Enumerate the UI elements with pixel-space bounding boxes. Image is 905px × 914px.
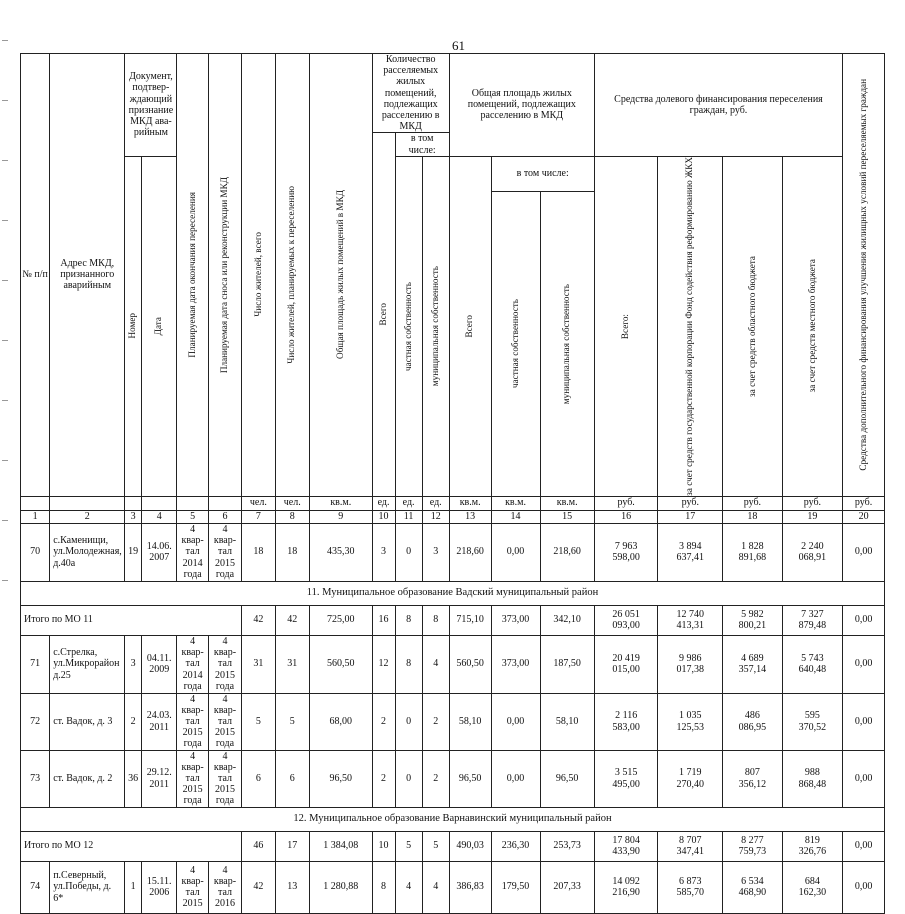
col-number: 20	[843, 510, 885, 523]
total-count-total: 16	[372, 605, 395, 635]
row-residents-planned: 13	[275, 861, 309, 913]
row-fund-local: 595 370,52	[782, 693, 843, 750]
col-number: 9	[309, 510, 372, 523]
row-residents-total: 5	[242, 693, 275, 750]
header-area-incl: в том числе:	[491, 156, 594, 191]
row-count-municipal: 2	[422, 693, 449, 750]
unit: кв.м.	[540, 496, 594, 510]
row-fund-total: 2 116 583,00	[594, 693, 658, 750]
row-address: с.Каменищи, ул.Молодежная, д.40а	[50, 523, 125, 581]
total-residents-total: 46	[242, 831, 275, 861]
header-address: Адрес МКД, признанного аварийным	[50, 54, 125, 497]
row-number: 72	[21, 693, 50, 750]
col-number: 19	[782, 510, 843, 523]
row-planned-end: 4 квар- тал 2015	[177, 861, 208, 913]
col-number: 2	[50, 510, 125, 523]
row-count-private: 0	[395, 523, 422, 581]
row-residents-planned: 31	[275, 635, 309, 693]
unit: руб.	[843, 496, 885, 510]
total-additional: 0,00	[843, 605, 885, 635]
unit: кв.м.	[491, 496, 540, 510]
row-area-private: 0,00	[491, 523, 540, 581]
row-number: 70	[21, 523, 50, 581]
unit: кв.м.	[449, 496, 491, 510]
total-fund-region: 5 982 800,21	[723, 605, 782, 635]
row-planned-demolition: 4 квар- тал 2015 года	[208, 635, 241, 693]
header-count-municipal: муниципальная собственность	[429, 266, 440, 387]
col-number: 14	[491, 510, 540, 523]
row-area-private: 179,50	[491, 861, 540, 913]
unit: руб.	[658, 496, 723, 510]
row-doc-date: 15.11. 2006	[142, 861, 177, 913]
row-doc-date: 14.06. 2007	[142, 523, 177, 581]
row-doc-date: 04.11. 2009	[142, 635, 177, 693]
row-address: ст. Вадок, д. 2	[50, 750, 125, 807]
row-planned-end: 4 квар- тал 2015 года	[177, 693, 208, 750]
row-count-municipal: 3	[422, 523, 449, 581]
row-doc-number: 2	[125, 693, 142, 750]
row-number: 73	[21, 750, 50, 807]
row-count-total: 2	[372, 693, 395, 750]
row-doc-date: 29.12. 2011	[142, 750, 177, 807]
column-numbers-row	[21, 510, 885, 523]
col-number: 12	[422, 510, 449, 523]
header-fund-total: Всего:	[620, 313, 631, 339]
row-doc-date: 24.03. 2011	[142, 693, 177, 750]
row-fund-region: 1 828 891,68	[723, 523, 782, 581]
total-count-total: 10	[372, 831, 395, 861]
col-number: 6	[208, 510, 241, 523]
table-row	[21, 523, 885, 581]
total-residents-planned: 42	[275, 605, 309, 635]
row-count-private: 4	[395, 861, 422, 913]
row-planned-demolition: 4 квар- тал 2016	[208, 861, 241, 913]
total-fund-region: 8 277 759,73	[723, 831, 782, 861]
row-additional: 0,00	[843, 635, 885, 693]
row-count-private: 0	[395, 693, 422, 750]
units-row	[21, 496, 885, 510]
row-fund-region: 486 086,95	[723, 693, 782, 750]
col-number: 11	[395, 510, 422, 523]
header-doc-date: Дата	[153, 316, 164, 336]
row-count-total: 12	[372, 635, 395, 693]
row-fund-local: 988 868,48	[782, 750, 843, 807]
total-residents-total: 42	[242, 605, 275, 635]
total-fund-total: 26 051 093,00	[594, 605, 658, 635]
row-count-municipal: 4	[422, 635, 449, 693]
unit: чел.	[275, 496, 309, 510]
header-document: Документ, подтвер-ждающий признание МКД ава-рийным	[125, 54, 177, 157]
row-count-municipal: 2	[422, 750, 449, 807]
header-area-group: Общая площадь жилых помещений, подлежащих расселению в МКД	[449, 54, 594, 157]
unit: руб.	[723, 496, 782, 510]
row-area-total: 560,50	[449, 635, 491, 693]
table-row	[21, 750, 885, 807]
row-residents-planned: 6	[275, 750, 309, 807]
total-area-total: 715,10	[449, 605, 491, 635]
header-area-private: частная собственность	[509, 299, 520, 389]
table-row	[21, 861, 885, 913]
header-planned-demolition: Планируемая дата сноса или реконструкции МКД	[219, 176, 230, 373]
total-count-private: 8	[395, 605, 422, 635]
col-number: 5	[177, 510, 208, 523]
header-additional: Средства дополнительного финансирования улучшения жилищных условий переселяемых граждан	[857, 78, 868, 471]
header-planned-end: Планируемая дата окончания переселения	[186, 191, 197, 358]
total-area-municipal: 342,10	[540, 605, 594, 635]
header-total-area: Общая площадь жилых помещений в МКД	[334, 190, 345, 360]
total-additional: 0,00	[843, 831, 885, 861]
row-area-total: 218,60	[449, 523, 491, 581]
row-fund-region: 4 689 357,14	[723, 635, 782, 693]
col-number: 8	[275, 510, 309, 523]
row-area-total: 58,10	[449, 693, 491, 750]
row-fund-region: 6 534 468,90	[723, 861, 782, 913]
row-total-area: 560,50	[309, 635, 372, 693]
total-row	[21, 605, 885, 635]
table-row	[21, 635, 885, 693]
total-label: Итого по МО 12	[21, 831, 242, 861]
col-number: 15	[540, 510, 594, 523]
total-label: Итого по МО 11	[21, 605, 242, 635]
row-area-total: 386,83	[449, 861, 491, 913]
row-planned-demolition: 4 квар- тал 2015 года	[208, 523, 241, 581]
row-area-municipal: 96,50	[540, 750, 594, 807]
header-fund-local: за счет средств местного бюджета	[806, 259, 817, 393]
row-additional: 0,00	[843, 693, 885, 750]
row-residents-total: 6	[242, 750, 275, 807]
resettlement-table	[20, 53, 885, 914]
total-fund-local: 819 326,76	[782, 831, 843, 861]
unit: руб.	[782, 496, 843, 510]
row-total-area: 96,50	[309, 750, 372, 807]
row-area-municipal: 218,60	[540, 523, 594, 581]
row-fund-local: 2 240 068,91	[782, 523, 843, 581]
row-count-private: 8	[395, 635, 422, 693]
row-total-area: 435,30	[309, 523, 372, 581]
section-heading: 12. Муниципальное образование Варнавинский муниципальный район	[21, 807, 885, 831]
col-number: 10	[372, 510, 395, 523]
row-doc-number: 36	[125, 750, 142, 807]
row-count-municipal: 4	[422, 861, 449, 913]
row-area-private: 373,00	[491, 635, 540, 693]
header-count-private: частная собственность	[402, 281, 413, 371]
row-fund-total: 20 419 015,00	[594, 635, 658, 693]
row-fund-region: 807 356,12	[723, 750, 782, 807]
row-additional: 0,00	[843, 861, 885, 913]
total-fund-total: 17 804 433,90	[594, 831, 658, 861]
row-fund-reform: 1 035 125,53	[658, 693, 723, 750]
row-area-private: 0,00	[491, 750, 540, 807]
total-residents-planned: 17	[275, 831, 309, 861]
row-residents-total: 31	[242, 635, 275, 693]
total-count-private: 5	[395, 831, 422, 861]
col-number: 16	[594, 510, 658, 523]
row-count-total: 3	[372, 523, 395, 581]
row-count-total: 2	[372, 750, 395, 807]
col-number: 4	[142, 510, 177, 523]
total-count-municipal: 8	[422, 605, 449, 635]
row-fund-total: 14 092 216,90	[594, 861, 658, 913]
section-heading: 11. Муниципальное образование Вадский муниципальный район	[21, 581, 885, 605]
table-row	[21, 693, 885, 750]
row-address: п.Северный, ул.Победы, д. 6*	[50, 861, 125, 913]
unit: руб.	[594, 496, 658, 510]
header-count-total: Всего	[377, 303, 388, 326]
row-number: 71	[21, 635, 50, 693]
total-count-municipal: 5	[422, 831, 449, 861]
row-total-area: 1 280,88	[309, 861, 372, 913]
total-area-municipal: 253,73	[540, 831, 594, 861]
row-address: ст. Вадок, д. 3	[50, 693, 125, 750]
header-num: № п/п	[21, 54, 50, 497]
row-additional: 0,00	[843, 523, 885, 581]
row-additional: 0,00	[843, 750, 885, 807]
col-number: 17	[658, 510, 723, 523]
row-area-total: 96,50	[449, 750, 491, 807]
row-area-private: 0,00	[491, 693, 540, 750]
header-fund-region: за счет средств областного бюджета	[746, 255, 757, 397]
row-count-private: 0	[395, 750, 422, 807]
row-planned-demolition: 4 квар- тал 2015 года	[208, 750, 241, 807]
row-planned-demolition: 4 квар- тал 2015 года	[208, 693, 241, 750]
row-number: 74	[21, 861, 50, 913]
row-total-area: 68,00	[309, 693, 372, 750]
header-area-municipal: муниципальная собственность	[561, 283, 572, 404]
row-residents-planned: 18	[275, 523, 309, 581]
total-fund-local: 7 327 879,48	[782, 605, 843, 635]
row-fund-reform: 9 986 017,38	[658, 635, 723, 693]
row-fund-reform: 3 894 637,41	[658, 523, 723, 581]
total-fund-reform: 12 740 413,31	[658, 605, 723, 635]
row-address: с.Стрелка, ул.Микрорайон д.25	[50, 635, 125, 693]
unit: кв.м.	[309, 496, 372, 510]
total-row	[21, 831, 885, 861]
total-fund-reform: 8 707 347,41	[658, 831, 723, 861]
unit: ед.	[372, 496, 395, 510]
row-count-total: 8	[372, 861, 395, 913]
col-number: 18	[723, 510, 782, 523]
total-area-total: 490,03	[449, 831, 491, 861]
row-area-municipal: 207,33	[540, 861, 594, 913]
row-area-municipal: 187,50	[540, 635, 594, 693]
header-count-group: Количество расселяемых жилых помещений, подлежащих расселению в МКД	[372, 54, 449, 133]
row-doc-number: 3	[125, 635, 142, 693]
unit: ед.	[395, 496, 422, 510]
row-doc-number: 19	[125, 523, 142, 581]
row-residents-planned: 5	[275, 693, 309, 750]
header-fund-reform: за счет средств государственной корпорации Фонд содействия реформированию ЖКХ	[684, 156, 695, 496]
row-fund-total: 7 963 598,00	[594, 523, 658, 581]
row-fund-reform: 6 873 585,70	[658, 861, 723, 913]
row-fund-reform: 1 719 270,40	[658, 750, 723, 807]
col-number: 13	[449, 510, 491, 523]
row-planned-end: 4 квар- тал 2014 года	[177, 635, 208, 693]
row-fund-local: 5 743 640,48	[782, 635, 843, 693]
header-doc-number: Номер	[127, 313, 138, 339]
header-funding-group: Средства долевого финансирования переселения граждан, руб.	[594, 54, 842, 157]
header-residents-planned: Число жителей, планируемых к переселению	[286, 185, 297, 364]
header-residents-total: Число жителей, всего	[252, 232, 263, 318]
row-doc-number: 1	[125, 861, 142, 913]
unit: ед.	[422, 496, 449, 510]
total-area-private: 236,30	[491, 831, 540, 861]
row-fund-local: 684 162,30	[782, 861, 843, 913]
row-planned-end: 4 квар- тал 2014 года	[177, 523, 208, 581]
header-area-total: Всего	[464, 314, 475, 338]
scan-edge-marks	[2, 40, 8, 640]
total-area: 725,00	[309, 605, 372, 635]
page-number: 61	[452, 38, 465, 53]
row-residents-total: 18	[242, 523, 275, 581]
header-count-incl: в том числе:	[395, 133, 449, 156]
row-fund-total: 3 515 495,00	[594, 750, 658, 807]
unit: чел.	[242, 496, 275, 510]
total-area: 1 384,08	[309, 831, 372, 861]
row-planned-end: 4 квар- тал 2015 года	[177, 750, 208, 807]
col-number: 7	[242, 510, 275, 523]
col-number: 3	[125, 510, 142, 523]
row-area-municipal: 58,10	[540, 693, 594, 750]
total-area-private: 373,00	[491, 605, 540, 635]
col-number: 1	[21, 510, 50, 523]
row-residents-total: 42	[242, 861, 275, 913]
